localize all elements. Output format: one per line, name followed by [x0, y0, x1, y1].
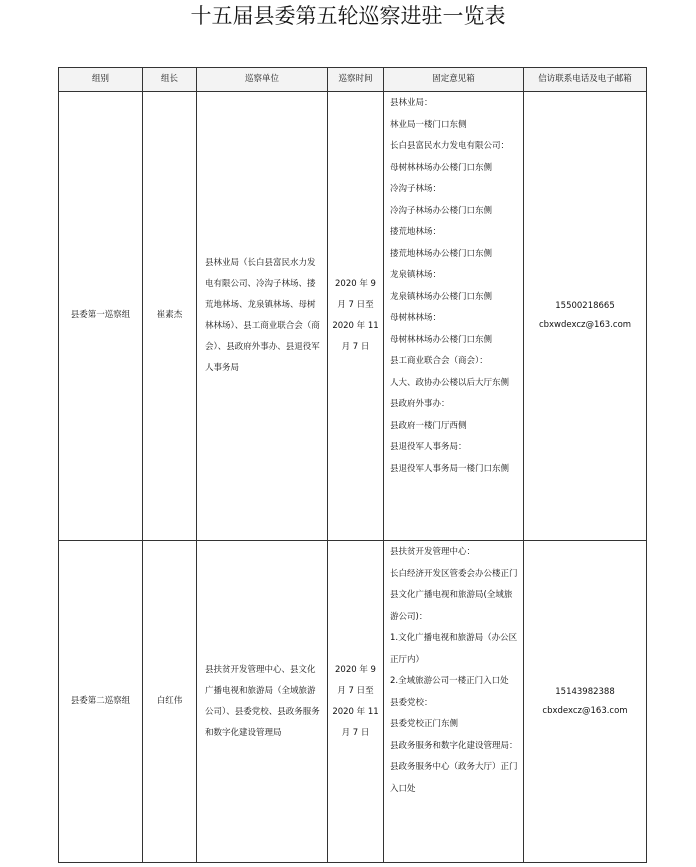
box-line: 县政务服务和数字化建设管理局：	[390, 740, 518, 751]
leader-cell: 崔素杰	[143, 92, 197, 541]
group-cell: 县委第一巡察组	[59, 92, 143, 541]
box-line: 长白县富民水力发电有限公司：	[390, 141, 510, 151]
box-line: 县退役军人事务局：	[390, 442, 467, 452]
email-address: cbxwdexcz@163.com	[538, 320, 632, 330]
box-line: 县政务服务中心（政务大厅）正门入口处	[390, 762, 518, 794]
box-line: 县委党校：	[390, 697, 433, 708]
header-time: 巡察时间	[328, 68, 384, 92]
box-line: 2.全域旅游公司一楼正门入口处	[390, 676, 509, 686]
time-cell: 2020 年 9 月 7 日至 2020 年 11 月 7 日	[328, 92, 384, 541]
boxes-cell	[384, 92, 524, 541]
units-cell: 县扶贫开发管理中心、县文化广播电视和旅游局（全域旅游公司）、县委党校、县政务服务和数字化建设管理局	[197, 541, 328, 863]
box-line: 龙泉镇林场办公楼门口东侧	[390, 291, 493, 302]
box-line: 母树林林场办公楼门口东侧	[390, 162, 493, 173]
box-line: 人大、政协办公楼以后大厅东侧	[390, 377, 510, 388]
box-line: 长白经济开发区管委会办公楼正门	[390, 568, 518, 579]
box-line: 母树林林场：	[390, 313, 442, 323]
box-line: 县委党校正门东侧	[390, 719, 459, 729]
box-line: 县政府外事办：	[390, 399, 450, 409]
header-row	[59, 68, 647, 92]
email-address: cbxdexcz@163.com	[542, 705, 628, 716]
boxes-cell	[384, 541, 524, 863]
box-line: 林业局一楼门口东侧	[390, 119, 467, 130]
group-cell: 县委第二巡察组	[59, 541, 143, 863]
box-line: 县政府一楼门厅西侧	[390, 420, 467, 431]
box-line: 县林业局：	[390, 98, 433, 108]
box-line: 搂荒地林场：	[390, 227, 442, 237]
header-leader: 组长	[143, 68, 197, 92]
leader-cell: 白红伟	[143, 541, 197, 863]
table-row	[59, 541, 647, 863]
header-boxes: 固定意见箱	[384, 68, 524, 92]
box-line: 1.文化广播电视和旅游局（办公区正厅内）	[390, 633, 518, 665]
contact-cell	[524, 92, 647, 541]
box-line: 县扶贫开发管理中心：	[390, 547, 476, 557]
box-line: 冷沟子林场办公楼门口东侧	[390, 205, 493, 216]
header-contact: 信访联系电话及电子邮箱	[524, 68, 647, 92]
box-line: 龙泉镇林场：	[390, 270, 442, 280]
box-line: 搂荒地林场办公楼门口东侧	[390, 248, 493, 259]
box-line: 母树林林场办公楼门口东侧	[390, 334, 493, 345]
box-line: 县工商业联合会（商会）：	[390, 356, 488, 366]
header-group: 组别	[59, 68, 143, 92]
phone-number: 15143982388	[555, 686, 615, 697]
table-row	[59, 92, 647, 541]
page-title: 十五届县委第五轮巡察进驻一览表	[190, 4, 506, 28]
inspection-table	[58, 67, 647, 863]
header-units: 巡察单位	[197, 68, 328, 92]
phone-number: 15500218665	[555, 301, 615, 311]
box-line: 县退役军人事务局一楼门口东侧	[390, 463, 510, 474]
contact-cell	[524, 541, 647, 863]
box-line: 冷沟子林场：	[390, 184, 442, 194]
box-line: 县文化广播电视和旅游局(全域旅游公司)：	[390, 590, 513, 622]
time-cell: 2020 年 9 月 7 日至 2020 年 11 月 7 日	[328, 541, 384, 863]
units-cell: 县林业局（长白县富民水力发电有限公司、冷沟子林场、搂荒地林场、龙泉镇林场、母树林林场）、县工商业联合会（商会）、县政府外事办、县退役军人事务局	[197, 92, 328, 541]
